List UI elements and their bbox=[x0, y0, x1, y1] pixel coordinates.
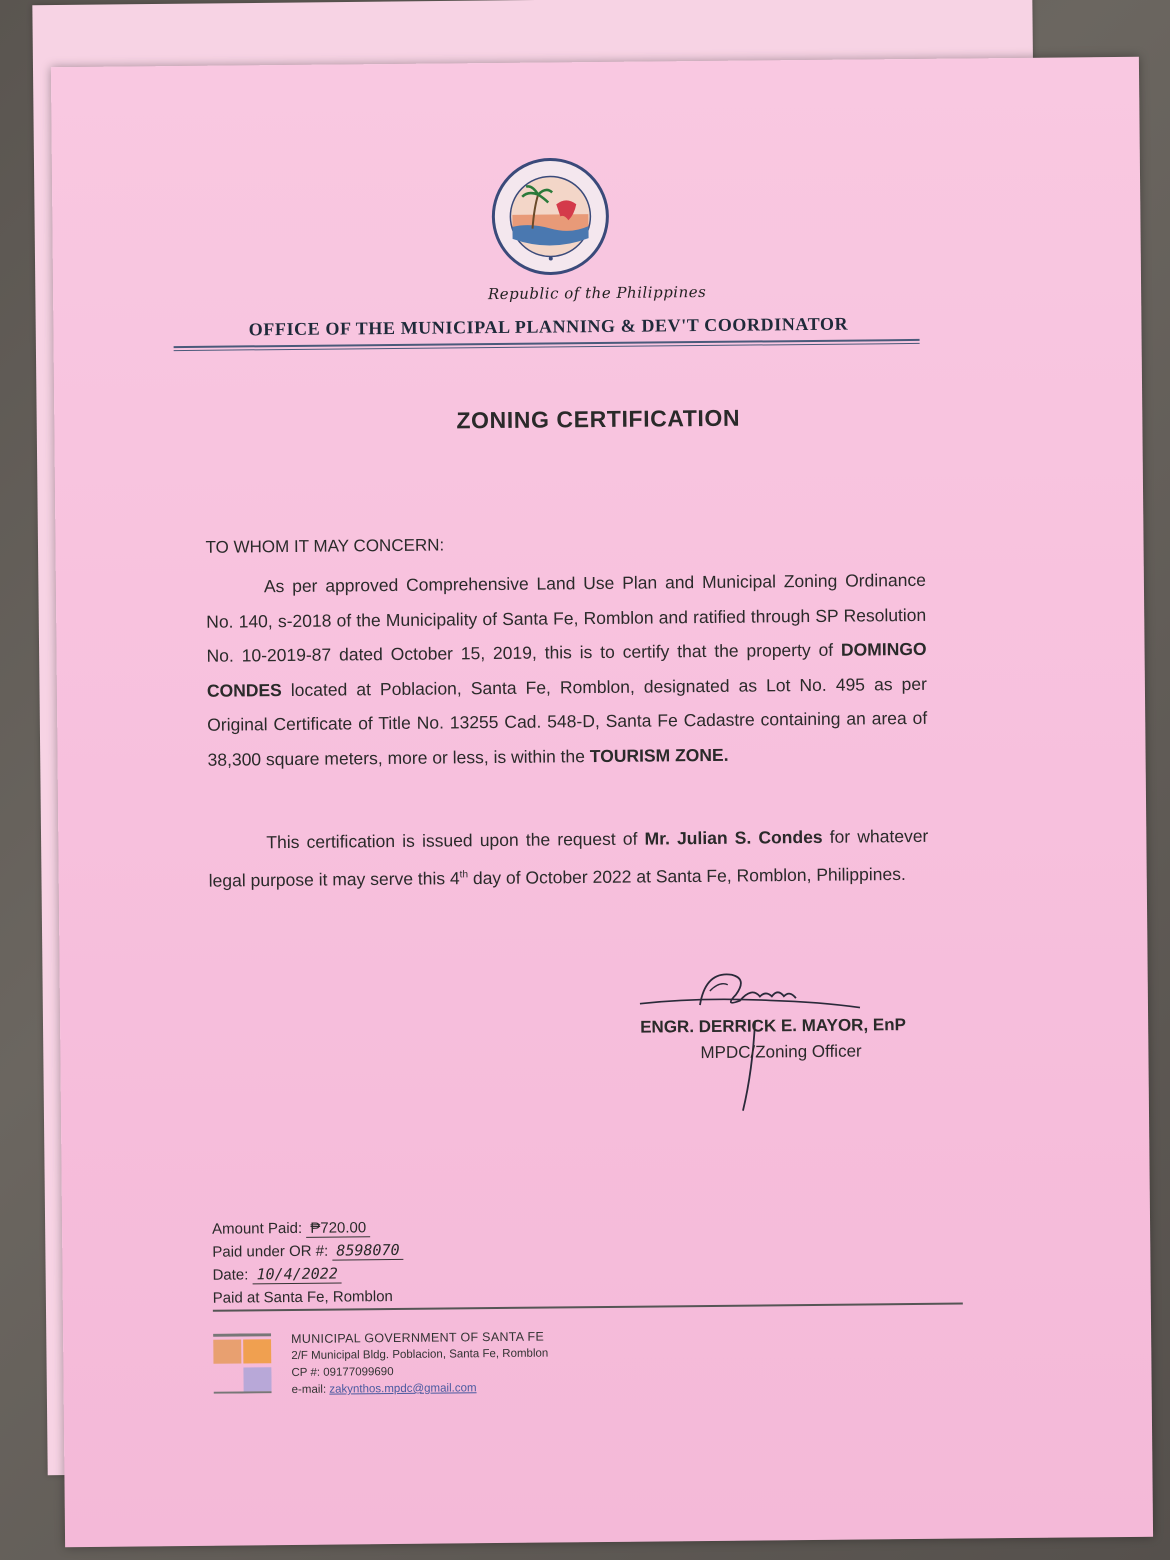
footer-contact bbox=[291, 1329, 549, 1399]
p2-text-a: This certification is issued upon the request of bbox=[266, 828, 645, 853]
requester-name: Mr. Julian S. Condes bbox=[644, 826, 823, 849]
p1-text-b: located at Poblacion, Santa Fe, Romblon, designated as Lot No. 495 as per Original Certificate of Title No. 13255 Cad. 548-D, Santa Fe Cadastre containing an area of 38,300 square meters, more or less, is within the bbox=[207, 673, 928, 770]
signatory-title: MPDC/Zoning Officer bbox=[700, 1041, 862, 1063]
or-value: 8598070 bbox=[332, 1241, 403, 1261]
amount-label: Amount Paid: bbox=[212, 1219, 303, 1238]
zone-name: TOURISM ZONE. bbox=[589, 744, 729, 767]
footer-email-label: e-mail: bbox=[291, 1383, 327, 1397]
or-row bbox=[212, 1239, 404, 1264]
date-label: Date: bbox=[212, 1266, 249, 1284]
signatory-name: ENGR. DERRICK E. MAYOR, EnP bbox=[640, 1015, 906, 1037]
body-paragraph-2 bbox=[208, 819, 929, 898]
p2-text-c: day of October 2022 at Santa Fe, Romblon, Philippines. bbox=[467, 863, 906, 888]
footer-email-row bbox=[292, 1380, 549, 1399]
footer-email-link[interactable]: zakynthos.mpdc@gmail.com bbox=[329, 1382, 477, 1396]
footer-phone: CP #: 09177099690 bbox=[291, 1366, 394, 1380]
footer-org: MUNICIPAL GOVERNMENT OF SANTA FE bbox=[291, 1329, 545, 1347]
document-title: ZONING CERTIFICATION bbox=[456, 404, 741, 434]
payment-details bbox=[212, 1216, 404, 1310]
amount-value: ₱720.00 bbox=[306, 1219, 370, 1238]
or-label: Paid under OR #: bbox=[212, 1242, 329, 1261]
date-row bbox=[212, 1262, 404, 1287]
footer-logo-icon bbox=[213, 1333, 272, 1394]
amount-row bbox=[212, 1216, 404, 1241]
day-suffix: th bbox=[459, 868, 469, 880]
salutation: TO WHOM IT MAY CONCERN: bbox=[205, 535, 445, 557]
date-value: 10/4/2022 bbox=[252, 1265, 341, 1285]
republic-heading: Republic of the Philippines bbox=[487, 282, 707, 304]
p1-text-a: As per approved Comprehensive Land Use Plan and Municipal Zoning Ordinance No. 140, s-2018 of the Municipality of Santa Fe, Romblon and ratified through SP Resolution No. 10-2019-87 dated October 15, 2019, this is to certify that the property of bbox=[206, 569, 927, 666]
office-heading: OFFICE OF THE MUNICIPAL PLANNING & DEV'T COORDINATOR bbox=[248, 313, 849, 340]
footer-address: 2/F Municipal Bldg. Poblacion, Santa Fe, Romblon bbox=[291, 1347, 549, 1363]
property-owner: DOMINGO CONDES bbox=[206, 639, 927, 701]
certificate-page bbox=[51, 57, 1153, 1547]
payment-place: Paid at Santa Fe, Romblon bbox=[212, 1288, 393, 1307]
municipal-seal-icon bbox=[490, 156, 611, 277]
body-paragraph-1 bbox=[206, 563, 928, 777]
p2-text-b: for whatever legal purpose it may serve this 4 bbox=[208, 825, 929, 891]
